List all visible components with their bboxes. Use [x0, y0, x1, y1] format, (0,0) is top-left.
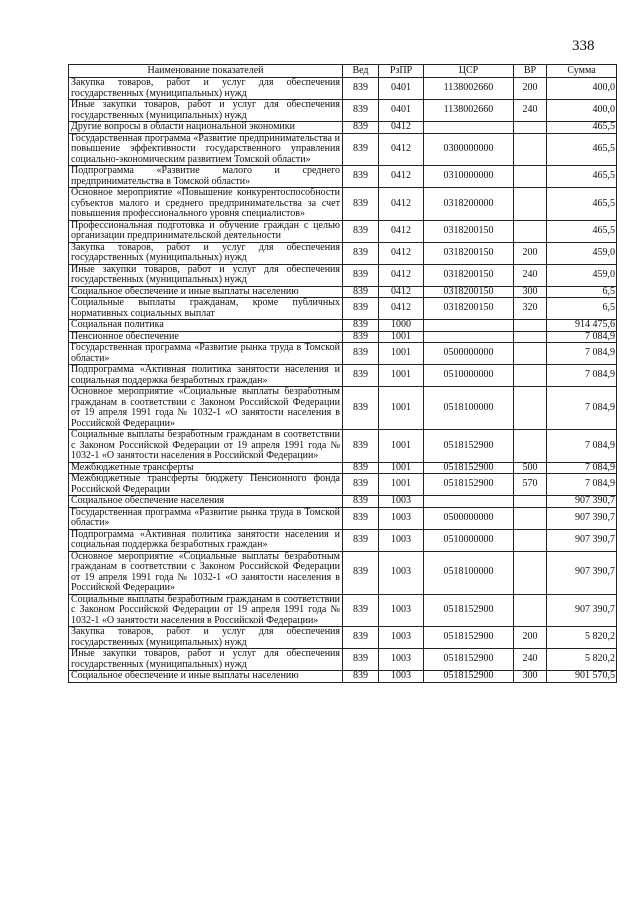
cell-name: Основное мероприятие «Повышение конкурентоспособности субъектов малого и среднего предпринимательства за счет повышения профессионального уровня специалистов»	[69, 188, 343, 221]
cell-rzpr: 1001	[379, 365, 424, 387]
cell-name: Государственная программа «Развитие рынка труда в Томской области»	[69, 343, 343, 365]
table-row	[69, 496, 617, 508]
table-row	[69, 100, 617, 122]
cell-vr: 200	[514, 242, 547, 264]
cell-sum: 5 820,2	[547, 627, 617, 649]
cell-ved: 839	[343, 462, 379, 474]
cell-sum: 465,5	[547, 220, 617, 242]
column-header-name: Наименование показателей	[69, 65, 343, 78]
table-row	[69, 122, 617, 134]
table-row	[69, 220, 617, 242]
cell-vr	[514, 529, 547, 551]
cell-vr	[514, 320, 547, 332]
budget-table	[68, 64, 617, 683]
table-row	[69, 649, 617, 671]
cell-rzpr: 1003	[379, 671, 424, 683]
cell-csr: 0318200150	[424, 220, 514, 242]
cell-ved: 839	[343, 474, 379, 496]
cell-sum: 465,5	[547, 122, 617, 134]
cell-name: Профессиональная подготовка и обучение граждан с целью организации предпринимательской деятельности	[69, 220, 343, 242]
cell-rzpr: 1003	[379, 507, 424, 529]
cell-rzpr: 1000	[379, 320, 424, 332]
table-row	[69, 430, 617, 463]
cell-name: Закупка товаров, работ и услуг для обеспечения государственных (муниципальных) нужд	[69, 242, 343, 264]
cell-vr	[514, 188, 547, 221]
table-row	[69, 286, 617, 298]
cell-rzpr: 0412	[379, 242, 424, 264]
cell-vr	[514, 594, 547, 627]
cell-vr	[514, 122, 547, 134]
cell-rzpr: 1001	[379, 462, 424, 474]
cell-csr: 0518152900	[424, 474, 514, 496]
cell-sum: 7 084,9	[547, 331, 617, 343]
cell-name: Социальное обеспечение и иные выплаты населению	[69, 286, 343, 298]
cell-ved: 839	[343, 649, 379, 671]
table-row	[69, 331, 617, 343]
cell-vr	[514, 166, 547, 188]
table-row	[69, 387, 617, 430]
table-row	[69, 529, 617, 551]
cell-rzpr: 1003	[379, 496, 424, 508]
cell-ved: 839	[343, 627, 379, 649]
cell-csr: 0518100000	[424, 387, 514, 430]
table-row	[69, 343, 617, 365]
cell-ved: 839	[343, 188, 379, 221]
cell-ved: 839	[343, 264, 379, 286]
cell-sum: 7 084,9	[547, 462, 617, 474]
cell-vr	[514, 387, 547, 430]
cell-name: Закупка товаров, работ и услуг для обеспечения государственных (муниципальных) нужд	[69, 627, 343, 649]
cell-ved: 839	[343, 430, 379, 463]
cell-ved: 839	[343, 133, 379, 166]
cell-sum: 400,0	[547, 100, 617, 122]
column-header-rzpr: РзПР	[379, 65, 424, 78]
cell-rzpr: 1003	[379, 649, 424, 671]
cell-rzpr: 0412	[379, 166, 424, 188]
cell-name: Подпрограмма «Активная политика занятости населения и социальная поддержка безработных граждан»	[69, 529, 343, 551]
cell-name: Социальные выплаты безработным гражданам в соответствии с Законом Российской Федерации от 19 апреля 1991 года № 1032-1 «О занятости населения в Российской Федерации»	[69, 430, 343, 463]
cell-csr	[424, 320, 514, 332]
cell-rzpr: 0412	[379, 220, 424, 242]
cell-csr: 0510000000	[424, 365, 514, 387]
cell-vr	[514, 343, 547, 365]
table-header-row	[69, 65, 617, 78]
cell-rzpr: 0412	[379, 188, 424, 221]
cell-ved: 839	[343, 343, 379, 365]
cell-rzpr: 0412	[379, 133, 424, 166]
cell-sum: 7 084,9	[547, 387, 617, 430]
cell-csr: 0500000000	[424, 507, 514, 529]
cell-name: Другие вопросы в области национальной экономики	[69, 122, 343, 134]
cell-rzpr: 0412	[379, 298, 424, 320]
cell-sum: 7 084,9	[547, 474, 617, 496]
table-row	[69, 462, 617, 474]
cell-vr: 300	[514, 286, 547, 298]
column-header-csr: ЦСР	[424, 65, 514, 78]
cell-sum: 459,0	[547, 242, 617, 264]
cell-vr	[514, 551, 547, 594]
table-row	[69, 133, 617, 166]
cell-csr	[424, 122, 514, 134]
cell-sum: 459,0	[547, 264, 617, 286]
table-row	[69, 320, 617, 332]
cell-rzpr: 1003	[379, 551, 424, 594]
cell-vr: 240	[514, 100, 547, 122]
cell-name: Межбюджетные трансферты бюджету Пенсионного фонда Российской Федерации	[69, 474, 343, 496]
cell-ved: 839	[343, 220, 379, 242]
cell-vr: 240	[514, 264, 547, 286]
cell-csr: 0510000000	[424, 529, 514, 551]
cell-sum: 465,5	[547, 166, 617, 188]
column-header-sum: Сумма	[547, 65, 617, 78]
cell-vr	[514, 430, 547, 463]
cell-ved: 839	[343, 365, 379, 387]
cell-csr: 0318200150	[424, 242, 514, 264]
cell-csr: 0310000000	[424, 166, 514, 188]
cell-csr: 0318200150	[424, 264, 514, 286]
cell-name: Подпрограмма «Развитие малого и среднего предпринимательства в Томской области»	[69, 166, 343, 188]
cell-sum: 7 084,9	[547, 365, 617, 387]
cell-csr: 0500000000	[424, 343, 514, 365]
cell-ved: 839	[343, 507, 379, 529]
cell-sum: 901 570,5	[547, 671, 617, 683]
cell-vr	[514, 507, 547, 529]
table-row	[69, 264, 617, 286]
cell-sum: 907 390,7	[547, 551, 617, 594]
cell-ved: 839	[343, 320, 379, 332]
cell-vr: 570	[514, 474, 547, 496]
cell-vr	[514, 133, 547, 166]
cell-rzpr: 1001	[379, 331, 424, 343]
cell-ved: 839	[343, 286, 379, 298]
cell-name: Основное мероприятие «Социальные выплаты безработным гражданам в соответствии с Законом Российской Федерации от 19 апреля 1991 года № 1032-1 «О занятости населения в Российской Федерации»	[69, 551, 343, 594]
cell-rzpr: 1003	[379, 627, 424, 649]
cell-ved: 839	[343, 100, 379, 122]
cell-vr: 200	[514, 627, 547, 649]
cell-rzpr: 1003	[379, 529, 424, 551]
cell-rzpr: 0412	[379, 122, 424, 134]
cell-ved: 839	[343, 551, 379, 594]
cell-sum: 7 084,9	[547, 343, 617, 365]
cell-ved: 839	[343, 529, 379, 551]
cell-csr: 0318200000	[424, 188, 514, 221]
cell-vr: 500	[514, 462, 547, 474]
table-row	[69, 365, 617, 387]
table-row	[69, 166, 617, 188]
cell-name: Государственная программа «Развитие рынка труда в Томской области»	[69, 507, 343, 529]
cell-rzpr: 0412	[379, 286, 424, 298]
cell-ved: 839	[343, 298, 379, 320]
cell-name: Социальные выплаты гражданам, кроме публичных нормативных социальных выплат	[69, 298, 343, 320]
cell-vr	[514, 496, 547, 508]
table-row	[69, 188, 617, 221]
cell-sum: 6,5	[547, 298, 617, 320]
table-row	[69, 298, 617, 320]
cell-sum: 907 390,7	[547, 594, 617, 627]
cell-name: Социальная политика	[69, 320, 343, 332]
cell-name: Социальные выплаты безработным гражданам в соответствии с Законом Российской Федерации от 19 апреля 1991 года № 1032-1 «О занятости населения в Российской Федерации»	[69, 594, 343, 627]
cell-sum: 7 084,9	[547, 430, 617, 463]
cell-name: Социальное обеспечение и иные выплаты населению	[69, 671, 343, 683]
cell-name: Государственная программа «Развитие предпринимательства и повышение эффективности государственного управления социально-экономическим развитием Томской области»	[69, 133, 343, 166]
cell-sum: 465,5	[547, 133, 617, 166]
table-row	[69, 242, 617, 264]
cell-csr: 0518152900	[424, 649, 514, 671]
cell-csr: 0518152900	[424, 627, 514, 649]
cell-name: Иные закупки товаров, работ и услуг для обеспечения государственных (муниципальных) нужд	[69, 649, 343, 671]
cell-ved: 839	[343, 496, 379, 508]
cell-ved: 839	[343, 242, 379, 264]
table-row	[69, 671, 617, 683]
cell-name: Подпрограмма «Активная политика занятости населения и социальная поддержка безработных граждан»	[69, 365, 343, 387]
cell-vr: 320	[514, 298, 547, 320]
cell-ved: 839	[343, 331, 379, 343]
cell-csr	[424, 331, 514, 343]
cell-csr: 1138002660	[424, 78, 514, 100]
cell-name: Закупка товаров, работ и услуг для обеспечения государственных (муниципальных) нужд	[69, 78, 343, 100]
cell-rzpr: 1003	[379, 594, 424, 627]
table-row	[69, 474, 617, 496]
cell-sum: 907 390,7	[547, 529, 617, 551]
table-row	[69, 507, 617, 529]
cell-sum: 400,0	[547, 78, 617, 100]
cell-rzpr: 0412	[379, 264, 424, 286]
cell-csr: 0518152900	[424, 430, 514, 463]
cell-vr	[514, 220, 547, 242]
cell-rzpr: 0401	[379, 100, 424, 122]
cell-rzpr: 1001	[379, 343, 424, 365]
cell-vr	[514, 365, 547, 387]
column-header-vr: ВР	[514, 65, 547, 78]
cell-sum: 5 820,2	[547, 649, 617, 671]
cell-rzpr: 0401	[379, 78, 424, 100]
cell-name: Основное мероприятие «Социальные выплаты безработным гражданам в соответствии с Законом Российской Федерации от 19 апреля 1991 года № 1032-1 «О занятости населения в Российской Федерации»	[69, 387, 343, 430]
cell-rzpr: 1001	[379, 430, 424, 463]
cell-sum: 907 390,7	[547, 496, 617, 508]
cell-name: Иные закупки товаров, работ и услуг для обеспечения государственных (муниципальных) нужд	[69, 264, 343, 286]
cell-sum: 907 390,7	[547, 507, 617, 529]
cell-csr: 0518152900	[424, 594, 514, 627]
table-row	[69, 551, 617, 594]
cell-vr	[514, 331, 547, 343]
cell-ved: 839	[343, 671, 379, 683]
cell-csr: 0318200150	[424, 298, 514, 320]
cell-csr: 0518152900	[424, 671, 514, 683]
cell-ved: 839	[343, 387, 379, 430]
cell-name: Социальное обеспечение населения	[69, 496, 343, 508]
cell-rzpr: 1001	[379, 387, 424, 430]
cell-name: Пенсионное обеспечение	[69, 331, 343, 343]
cell-name: Межбюджетные трансферты	[69, 462, 343, 474]
cell-csr: 0518152900	[424, 462, 514, 474]
cell-csr	[424, 496, 514, 508]
table-row	[69, 78, 617, 100]
cell-name: Иные закупки товаров, работ и услуг для обеспечения государственных (муниципальных) нужд	[69, 100, 343, 122]
page-number: 338	[572, 38, 595, 54]
cell-csr: 0300000000	[424, 133, 514, 166]
cell-sum: 465,5	[547, 188, 617, 221]
cell-csr: 1138002660	[424, 100, 514, 122]
table-row	[69, 594, 617, 627]
cell-ved: 839	[343, 122, 379, 134]
cell-ved: 839	[343, 166, 379, 188]
cell-sum: 6,5	[547, 286, 617, 298]
cell-vr: 300	[514, 671, 547, 683]
cell-sum: 914 475,6	[547, 320, 617, 332]
cell-csr: 0318200150	[424, 286, 514, 298]
cell-rzpr: 1001	[379, 474, 424, 496]
cell-vr: 240	[514, 649, 547, 671]
cell-csr: 0518100000	[424, 551, 514, 594]
table-row	[69, 627, 617, 649]
cell-ved: 839	[343, 78, 379, 100]
cell-ved: 839	[343, 594, 379, 627]
cell-vr: 200	[514, 78, 547, 100]
column-header-ved: Вед	[343, 65, 379, 78]
